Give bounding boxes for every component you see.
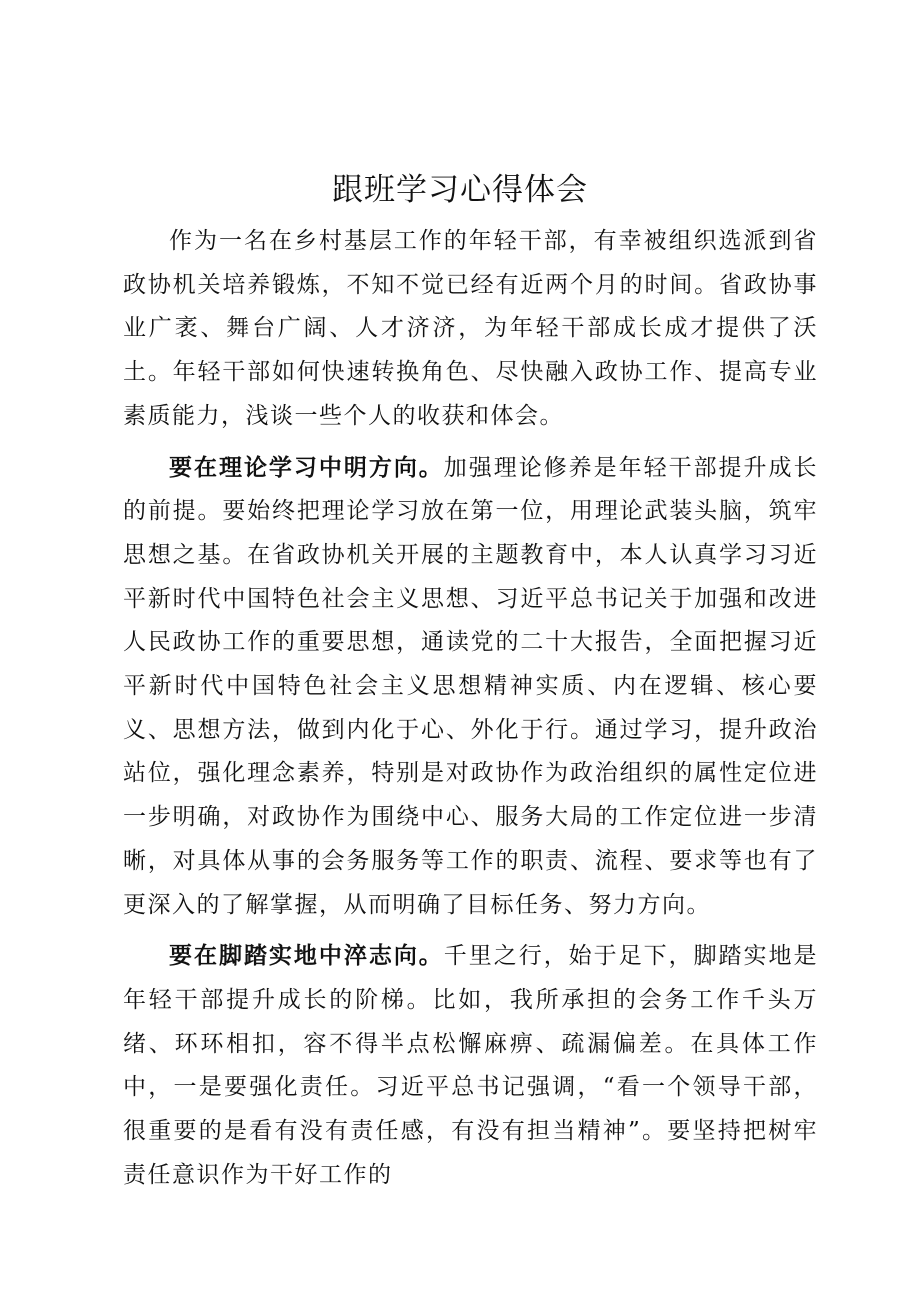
paragraph-text: 千里之行，始于足下，脚踏实地是年轻干部提升成长的阶梯。比如，我所承担的会务工作千头万绪、环环相扣，容不得半点松懈麻痹、疏漏偏差。在具体工作中，一是要强化责任。习近平总书记强调，“看一个领导干部，很重要的是看有没有责任感，有没有担当精神”。要坚持把树牢责任意识作为干好工作的 — [123, 943, 819, 1188]
paragraph-intro — [123, 220, 818, 439]
paragraph-text: 作为一名在乡村基层工作的年轻干部，有幸被组织选派到省政协机关培养锻炼，不知不觉已经有近两个月的时间。省政协事业广袤、舞台广阔、人才济济，为年轻干部成长成才提供了沃土。年轻干部如何快速转换角色、尽快融入政协工作、提高专业素质能力，浅谈一些个人的收获和体会。 — [123, 228, 818, 429]
paragraph-theory-study — [123, 447, 818, 928]
document-body — [123, 220, 818, 1205]
paragraph-text: 加强理论修养是年轻干部提升成长的前提。要始终把理论学习放在第一位，用理论武装头脑，筑牢思想之基。在省政协机关开展的主题教育中，本人认真学习习近平新时代中国特色社会主义思想、习近平总书记关于加强和改进人民政协工作的重要思想，通读党的二十大报告，全面把握习近平新时代中国特色社会主义思想精神实质、内在逻辑、核心要义、思想方法，做到内化于心、外化于行。通过学习，提升政治站位，强化理念素养，特别是对政协作为政治组织的属性定位进一步明确，对政协作为围绕中心、服务大局的工作定位进一步清晰，对具体从事的会务服务等工作的职责、流程、要求等也有了更深入的了解掌握，从而明确了目标任务、努力方向。 — [123, 454, 819, 918]
paragraph-lead: 要在理论学习中明方向。 — [169, 454, 444, 481]
document-title: 跟班学习心得体会 — [332, 172, 588, 208]
paragraph-lead: 要在脚踏实地中淬志向。 — [169, 943, 444, 970]
paragraph-practice — [123, 935, 818, 1197]
